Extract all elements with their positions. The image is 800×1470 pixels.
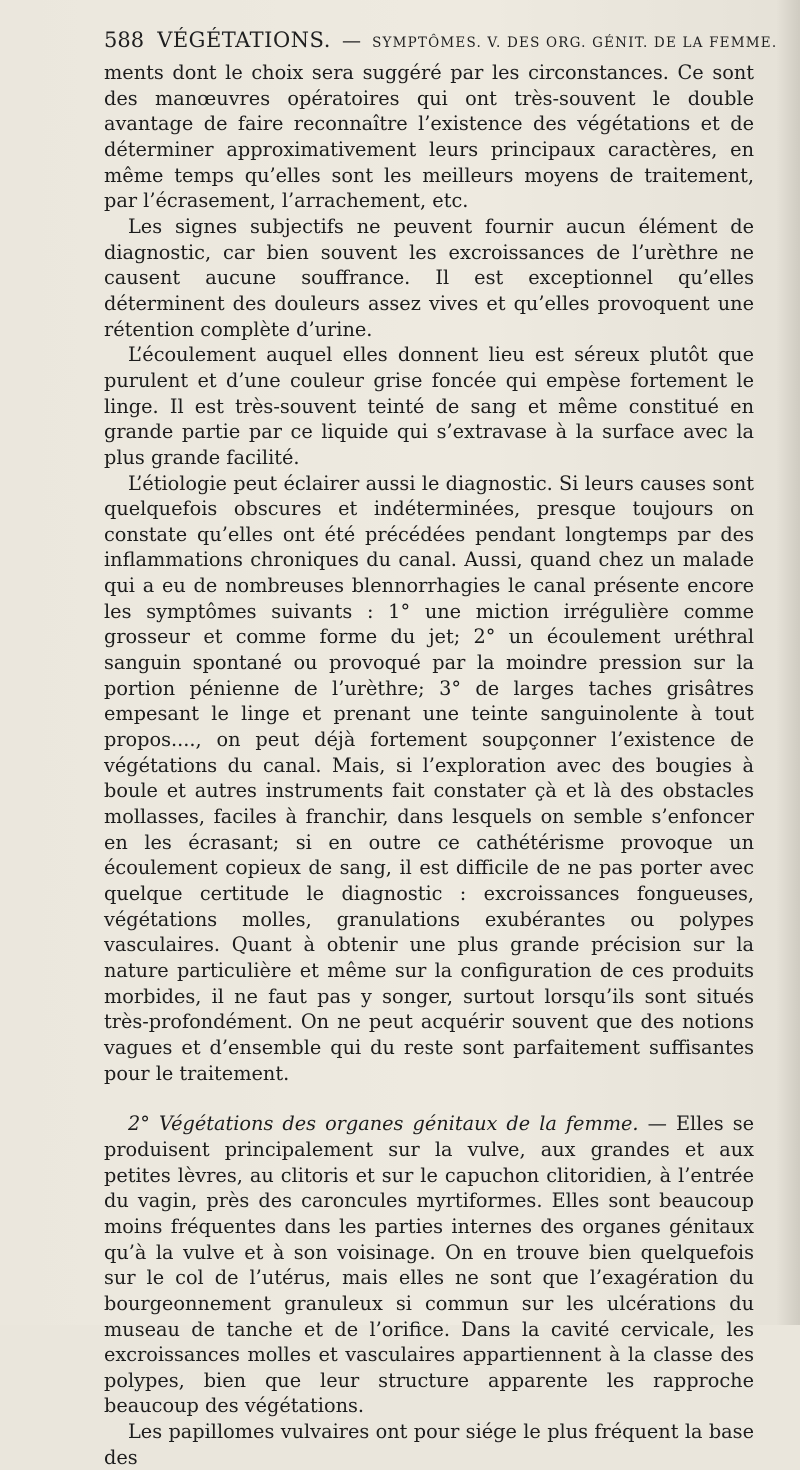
section-dash: — — [647, 1112, 667, 1136]
section-body: Elles se produisent principalement sur la vulve, aux grandes et aux petites lèvres, au clitoris et sur le capuchon clitoridien, à l’entrée du vagin, près des caroncules myrtiformes. Elles sont beaucoup moins fréquentes dans les parties internes des organes génitaux qu’à la vulve et à son voisinage. On en trouve bien quelquefois sur le col de l’utérus, mais elles ne sont que l’exagération du bourgeonnement granuleux si commun sur les ulcérations du museau de tanche et de l’orifice. Dans la cavité cervicale, les excroissances molles et vasculaires appartiennent à la classe des polypes, bien que leur structure apparente les rapproche beaucoup des végétations. — [104, 1112, 754, 1418]
running-subtitle: SYMPTÔMES. V. DES ORG. GÉNIT. DE LA FEMME. — [372, 35, 778, 51]
header-separator: — — [341, 30, 361, 52]
paragraph-vulvar-papillomas: Les papillomes vulvaires ont pour siége le plus fréquent la base des — [104, 1420, 754, 1469]
paragraph-continued: ments dont le choix sera suggéré par les circonstances. Ce sont des manœuvres opératoires qui ont très-souvent le double avantage de faire reconnaître l’existence des végétations et de déterminer approximativement leurs principaux caractères, en même temps qu’elles sont les meilleurs moyens de traitement, par l’écrasement, l’arrachement, etc. — [104, 61, 754, 213]
paragraph-discharge: L’écoulement auquel elles donnent lieu est séreux plutôt que purulent et d’une couleur grise foncée qui empèse fortement le linge. Il est très-souvent teinté de sang et même constitué en grande partie par ce liquide qui s’extravase à la surface avec la plus grande facilité. — [104, 343, 754, 469]
section-title: 2° Végétations des organes génitaux de la femme. — [128, 1112, 639, 1136]
paragraph-subjective-signs: Les signes subjectifs ne peuvent fournir aucun élément de diagnostic, car bien souvent les excroissances de l’urèthre ne causent aucune souffrance. Il est exceptionnel qu’elles déterminent des douleurs assez vives et qu’elles provoquent une rétention complète d’urine. — [104, 214, 754, 341]
running-title: VÉGÉTATIONS. — [157, 28, 331, 52]
running-header — [104, 28, 778, 58]
paragraph-etiology: L’étiologie peut éclairer aussi le diagnostic. Si leurs causes sont quelquefois obscures et indéterminées, presque toujours on constate qu’elles ont été précédées pendant longtemps par des inflammations chroniques du canal. Aussi, quand chez un malade qui a eu de nombreuses blennorrhagies le canal présente encore les symptômes suivants : 1° une miction irrégulière comme grosseur et comme forme du jet; 2° un écoulement uréthral sanguin spontané ou provoqué par la moindre pression sur la portion pénienne de l’urèthre; 3° de larges taches grisâtres empesant le linge et prenant une teinte sanguinolente à tout propos...., on peut déjà fortement soupçonner l’existence de végétations du canal. Mais, si l’exploration avec des bougies à boule et autres instruments fait constater çà et là des obstacles mollasses, faciles à franchir, dans lesquels on semble s’enfoncer en les écrasant; si en outre ce cathétérisme provoque un écoulement copieux de sang, il est difficile de ne pas porter avec quelque certitude le diagnostic : excroissances fongueuses, végétations molles, granulations exubérantes ou polypes vasculaires. Quant à obtenir une plus grande précision sur la nature particulière et même sur la configuration de ces produits morbides, il ne faut pas y songer, surtout lorsqu’ils sont situés très-profondément. On ne peut acquérir souvent que des notions vagues et d’ensemble qui du reste sont parfaitement suffisantes pour le traitement. — [104, 471, 754, 1085]
page-body — [104, 60, 754, 1470]
page-number: 588 — [104, 28, 145, 52]
section-female-genital-vegetations — [104, 1111, 754, 1419]
